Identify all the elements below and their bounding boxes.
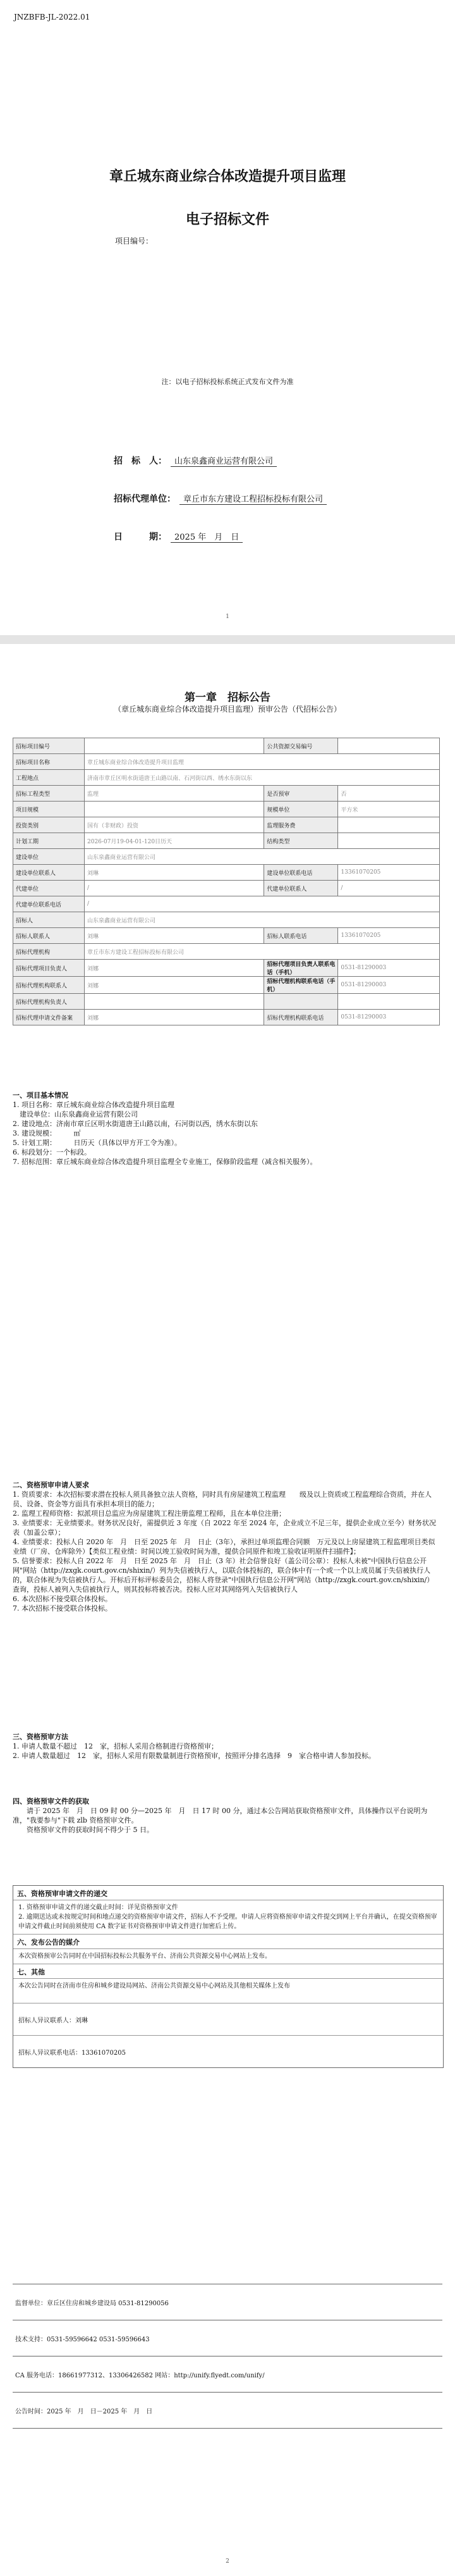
project-title: 章丘城东商业综合体改造提升项目监理 — [109, 169, 346, 185]
tenderer-label: 招 标 人： — [114, 456, 167, 466]
table-row — [13, 896, 440, 912]
table-cell: 招标代理机构 — [13, 944, 85, 960]
section-line: 请于 2025 年 月 日 09 时 00 分—2025 年 月 日 17 时 00 分，通过本公告网站获取资格预审文件，具体操作以平台说明为准，"我要参与"下载 zlb 资格预审文件。 — [13, 1807, 428, 1824]
section-line: 3. 业绩要求：无业绩要求。财务状况良好，需提供近 3 年度（自 2022 年至 2024 年，企业成立不足三年，提供企业成立至今）财务状况表（加盖公章）； — [13, 1519, 436, 1537]
section-heading: 二、资格预审申请人要求 — [13, 1481, 89, 1489]
ca-service-text: CA 服务电话：18661977312、13306426582 网站：http://unify.flyedt.com/unify/ — [15, 2372, 265, 2379]
tech-support-text: 技术支持：0531-59596642 0531-59596643 — [15, 2336, 150, 2343]
table-cell: 监理 — [85, 786, 264, 802]
table-cell: 公共资源交易编号 — [264, 738, 338, 754]
cover-page — [0, 0, 455, 633]
table-row — [13, 833, 440, 849]
table-cell: / — [85, 881, 264, 896]
objection-phone: 招标人异议联系电话：13361070205 — [18, 2049, 126, 2057]
table-cell: 工程地点 — [13, 770, 85, 786]
document-title: 电子招标文件 — [185, 212, 269, 228]
table-cell: / — [85, 896, 440, 912]
table-cell: 建设单位 — [13, 849, 85, 865]
table-cell: 13361070205 — [338, 865, 440, 881]
table-cell: 招标代理项目负责人联系电话（手机） — [264, 960, 338, 977]
table-cell: 刘娜 — [85, 960, 264, 977]
table-row — [13, 802, 440, 817]
chapter-subtitle: （章丘城东商业综合体改造提升项目监理）预审公告（代招标公告） — [113, 705, 341, 714]
section-line: 1. 项目名称：章丘城东商业综合体改造提升项目监理 — [13, 1101, 174, 1109]
table-cell: 0531-81290003 — [338, 1010, 440, 1025]
table-cell: 建设单位联系电话 — [264, 865, 338, 881]
table-cell: 监理服务费 — [264, 817, 338, 833]
section-line: 7. 本次招标不接受联合体投标。 — [13, 1604, 112, 1613]
table-cell: / — [338, 881, 440, 896]
table-cell: 招标工程类型 — [13, 786, 85, 802]
table-cell: 招标人联系电话 — [264, 928, 338, 944]
table-cell — [338, 994, 440, 1010]
table-row — [13, 738, 440, 754]
table-cell: 招标代理机构联系电话 — [264, 1010, 338, 1025]
table-cell: 是否预审 — [264, 786, 338, 802]
section-line: 5. 信誉要求：投标人自 2022 年 月 日至 2025 年 月 日止（3 年）社会信誉良好（盖公司公章）：投标人未被"中国执行信息公开网"网站（http://zxgk.court.gov.cn/shixin/）列为失信被执行人，以联合体投标的，联合体中有一个或一个以上成员属于失信被执行人的，联合体视为失信被执行人。开标后开标评标委员会，招标人将登录"中国执行信息公开网"网站（http://zxgk.court.gov.cn/shixin/）查询，投标人被列入失信被执行人，则其投标将被否决。投标人应对其网络列入失信被执行人 — [13, 1557, 434, 1594]
table-cell: 招标代理机构负责人 — [13, 994, 85, 1010]
table-row — [13, 977, 440, 994]
agent-value: 章丘市东方建设工程招标投标有限公司 — [179, 495, 327, 505]
section-submission-box — [13, 1885, 444, 2068]
table-cell: 0531-81290003 — [338, 960, 440, 977]
date-value: 2025 年 月 日 — [171, 533, 243, 543]
section-heading: 七、其他 — [13, 1964, 443, 1979]
contact-block — [13, 2284, 442, 2429]
tech-support-row — [13, 2320, 442, 2356]
page-number: 1 — [226, 614, 229, 620]
table-cell: 0531-81290003 — [338, 977, 440, 994]
table-cell: 招标项目名称 — [13, 754, 85, 770]
table-cell: 国有（非财政）投资 — [85, 817, 264, 833]
section-line: 3. 建设规模： ㎡ — [13, 1129, 81, 1137]
section-line: 6. 标段划分：一个标段。 — [13, 1148, 91, 1156]
table-cell — [338, 817, 440, 833]
section-project-basics — [13, 1091, 440, 1167]
document-code: JNZBFB-JL-2022.01 — [14, 13, 90, 22]
table-cell: 投资类别 — [13, 817, 85, 833]
table-cell: 建设单位联系人 — [13, 865, 85, 881]
table-cell: 平方米 — [338, 802, 440, 817]
table-row — [13, 881, 440, 896]
section-requirements — [13, 1480, 440, 1613]
table-cell: 山东泉鑫商业运营有限公司 — [85, 912, 440, 928]
page-divider — [0, 635, 455, 644]
section-heading: 四、资格预审文件的获取 — [13, 1797, 89, 1805]
table-cell: 否 — [338, 786, 440, 802]
agent-label: 招标代理单位： — [114, 494, 176, 504]
table-cell: 代建单位联系人 — [264, 881, 338, 896]
publish-time-text: 公告时间：2025 年 月 日－2025 年 月 日 — [15, 2408, 153, 2415]
table-cell — [264, 994, 338, 1010]
table-cell — [85, 994, 264, 1010]
objection-contact: 招标人异议联系人：刘琳 — [18, 2017, 88, 2024]
table-cell: 代建单位联系电话 — [13, 896, 85, 912]
table-cell: 招标代理机构联系人 — [13, 977, 85, 994]
supervisor-text: 监督单位：章丘区住房和城乡建设局 0531-81290056 — [15, 2300, 169, 2307]
section-line: 2. 监理工程师资格：拟派项目总监应为房屋建筑工程注册监理工程师，且在本单位注册； — [13, 1509, 286, 1518]
table-cell: 2026-07月19-04-01-120日历天 — [85, 833, 264, 849]
table-row — [13, 817, 440, 833]
table-cell: 项目规模 — [13, 802, 85, 817]
section-line: 7. 招标范围：章丘城东商业综合体改造提升项目监理全专业施工，保修阶段监理（减含相关服务）。 — [13, 1158, 317, 1166]
table-cell — [338, 738, 440, 754]
objection-contact-row — [13, 2003, 443, 2035]
supervisor-row — [13, 2284, 442, 2320]
section-document-access — [13, 1797, 440, 1835]
table-cell: 招标代理项目负责人 — [13, 960, 85, 977]
table-cell: 招标代理申请文件备案 — [13, 1010, 85, 1025]
section-heading: 三、资格预审方法 — [13, 1733, 68, 1741]
table-row — [13, 786, 440, 802]
table-cell: 招标人联系人 — [13, 928, 85, 944]
date-label: 日 期： — [114, 532, 167, 542]
section-heading: 一、项目基本情况 — [13, 1091, 68, 1099]
table-cell: 招标代理机构联系电话（手机） — [264, 977, 338, 994]
table-row — [13, 912, 440, 928]
section-line: 1. 资格预审申请文件的递交截止时间：详见资格预审文件 — [18, 1904, 178, 1911]
table-row — [13, 754, 440, 770]
table-row — [13, 928, 440, 944]
section-line: 5. 计划工期： 日历天（具体以甲方开工令为准）。 — [13, 1139, 181, 1147]
table-row — [13, 1010, 440, 1025]
section-line: 4. 业绩要求：投标人自 2020 年 月 日至 2025 年 月 日止（3年），承担过单项监理合同额 万元及以上房屋建筑工程监理项目类似业绩（厂房、仓库除外）【类似工程业绩：时间以竣工验收时间为准，提供合同原件和竣工验收证明原件扫描件】； — [13, 1538, 435, 1556]
table-row — [13, 944, 440, 960]
section-line: 本次资格预审公告同时在中国招标投标公共服务平台、济南公共资源交易中心网站上发布。 — [18, 1953, 271, 1960]
table-cell: 刘娜 — [85, 1010, 264, 1025]
objection-phone-row — [13, 2035, 443, 2067]
table-cell — [338, 833, 440, 849]
table-cell: 章丘市东方建设工程招标投标有限公司 — [85, 944, 440, 960]
table-row — [13, 849, 440, 865]
table-cell: 结构类型 — [264, 833, 338, 849]
section-heading: 五、资格预审申请文件的递交 — [13, 1886, 443, 1900]
table-row — [13, 770, 440, 786]
table-cell: 山东泉鑫商业运营有限公司 — [85, 849, 440, 865]
table-cell: 13361070205 — [338, 928, 440, 944]
section-heading: 六、发布公告的媒介 — [13, 1934, 443, 1949]
table-cell: 招标项目编号 — [13, 738, 85, 754]
table-row — [13, 994, 440, 1010]
section-prequalification-method — [13, 1732, 440, 1761]
agent-row — [114, 492, 327, 505]
table-cell: 规模单位 — [264, 802, 338, 817]
chapter-title: 第一章 招标公告 — [185, 691, 270, 704]
ca-service-row — [13, 2356, 442, 2393]
project-info-table — [13, 738, 440, 1025]
section-line: 2. 申请人数量超过 12 家，招标人采用有限数量制进行资格预审，按照评分排名选择 9 家合格申请人参加投标。 — [13, 1752, 375, 1760]
section-line: 2. 建设地点：济南市章丘区明水街道唐王山路以南，石河街以西，绣水东街以东 — [13, 1120, 258, 1128]
table-row — [13, 960, 440, 977]
project-number-label: 项目编号： — [115, 237, 154, 245]
table-cell — [85, 738, 264, 754]
tenderer-row — [114, 454, 277, 467]
table-cell: 刘琳 — [85, 865, 264, 881]
section-line: 2. 逾期送达或未按规定时间和地点递交的资格预审申请文件，招标人不予受理。申请人应将资格预审申请文件提交到网上平台并确认，在提交资格预审申请文件截止时间前须使用 CA 数字证书对资格预审申请文件进行加密后上传。 — [18, 1914, 437, 1930]
table-cell: 刘琳 — [85, 928, 264, 944]
table-cell: 计划工期 — [13, 833, 85, 849]
section-line: 资格预审文件的获取时间不得少于 5 日。 — [13, 1826, 154, 1834]
table-cell — [85, 802, 264, 817]
table-cell: 招标人 — [13, 912, 85, 928]
section-line: 本次公告同时在济南市住房和城乡建设局网站、济南公共资源交易中心网站及其他相关媒体上发布 — [18, 1983, 290, 1990]
table-cell: 代建单位 — [13, 881, 85, 896]
system-note: 注：以电子招标投标系统正式发布文件为准 — [161, 378, 294, 386]
section-line: 6. 本次招标不接受联合体投标。 — [13, 1595, 112, 1603]
table-cell: 章丘城东商业综合体改造提升项目监理 — [85, 754, 440, 770]
table-row — [13, 865, 440, 881]
table-cell: 济南市章丘区明水街道唐王山路以南、石河街以西、绣水东街以东 — [85, 770, 440, 786]
section-line: 1. 申请人数量不超过 12 家，招标人采用合格制进行资格预审； — [13, 1742, 218, 1750]
page-number: 2 — [226, 2558, 229, 2565]
table-cell: 刘娜 — [85, 977, 264, 994]
tenderer-value: 山东泉鑫商业运营有限公司 — [171, 457, 277, 467]
publish-time-row — [13, 2393, 442, 2429]
section-line: 建设单位：山东泉鑫商业运营有限公司 — [13, 1110, 138, 1118]
date-row — [114, 530, 243, 543]
section-line: 1. 资质要求：本次招标要求潜在投标人须具备独立法人资格，同时具有房屋建筑工程监理 级及以上资质或工程监理综合资质，并在人员、设备、资金等方面具有承担本项目的能力； — [13, 1490, 432, 1508]
